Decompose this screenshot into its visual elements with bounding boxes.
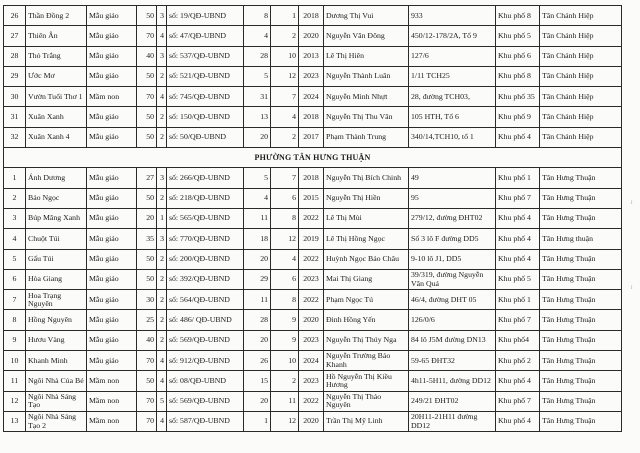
class-count-cell: 2	[157, 330, 167, 350]
child-count-cell: 30	[137, 290, 157, 310]
school-name-cell: Ngôi Nhà Sáng Tạo	[26, 391, 87, 411]
ward-cell: Tân Chánh Hiệp	[540, 6, 622, 26]
decision-month-cell: 7	[271, 168, 299, 188]
neighborhood-cell: Khu phố 4	[496, 127, 540, 147]
decision-month-cell: 6	[271, 269, 299, 289]
decision-day-cell: 31	[244, 87, 271, 107]
ward-cell: Tân Hưng Thuận	[540, 168, 622, 188]
decision-year-cell: 2017	[299, 127, 324, 147]
decision-year-cell: 2020	[299, 411, 324, 431]
child-count-cell: 40	[137, 46, 157, 66]
class-count-cell: 2	[157, 188, 167, 208]
row-stt-cell: 30	[4, 87, 26, 107]
table-row	[4, 127, 622, 147]
decision-day-cell: 11	[244, 208, 271, 228]
decision-month-cell: 9	[271, 310, 299, 330]
row-stt-cell: 3	[4, 208, 26, 228]
school-type-cell: Mẫu giáo	[87, 6, 137, 26]
ward-cell: Tân Hưng Thuận	[540, 330, 622, 350]
decision-number-cell: số: 50/QĐ-UBND	[167, 127, 244, 147]
school-name-cell: Búp Măng Xanh	[26, 208, 87, 228]
ward-cell: Tân Hưng Thuận	[540, 290, 622, 310]
decision-month-cell: 7	[271, 87, 299, 107]
decision-number-cell: số: 770/QĐ-UBND	[167, 229, 244, 249]
school-name-cell: Hoa Trạng Nguyên	[26, 290, 87, 310]
decision-month-cell: 4	[271, 107, 299, 127]
decision-month-cell: 10	[271, 46, 299, 66]
table-row	[4, 229, 622, 249]
row-stt-cell: 28	[4, 46, 26, 66]
ward-cell: Tân Hưng Thuận	[540, 351, 622, 371]
row-stt-cell: 2	[4, 188, 26, 208]
school-type-cell: Mẫu giáo	[87, 26, 137, 46]
margin-mark: ⁞	[631, 200, 633, 206]
decision-month-cell: 2	[271, 127, 299, 147]
decision-number-cell: số: 19/QĐ-UBND	[167, 6, 244, 26]
table-row	[4, 107, 622, 127]
table-row	[4, 168, 622, 188]
table-row	[4, 411, 622, 431]
neighborhood-cell: Khu phố 4	[496, 249, 540, 269]
child-count-cell: 50	[137, 66, 157, 86]
school-type-cell: Mẫu giáo	[87, 46, 137, 66]
decision-month-cell: 11	[271, 391, 299, 411]
school-name-cell: Khanh Minh	[26, 351, 87, 371]
decision-year-cell: 2018	[299, 168, 324, 188]
decision-day-cell: 26	[244, 351, 271, 371]
neighborhood-cell: Khu phố 7	[496, 188, 540, 208]
class-count-cell: 2	[157, 310, 167, 330]
decision-day-cell: 8	[244, 6, 271, 26]
decision-number-cell: số: 47/QĐ-UBND	[167, 26, 244, 46]
neighborhood-cell: Khu phố 2	[496, 351, 540, 371]
decision-month-cell: 6	[271, 188, 299, 208]
decision-number-cell: số: 537/QĐ-UBND	[167, 46, 244, 66]
table-row	[4, 188, 622, 208]
class-count-cell: 3	[157, 168, 167, 188]
school-name-cell: Chuột Túi	[26, 229, 87, 249]
address-cell: 20H11-21H11 đường DD12	[409, 411, 496, 431]
class-count-cell: 3	[157, 46, 167, 66]
owner-name-cell: Lê Thị Hiên	[324, 46, 409, 66]
table-row	[4, 391, 622, 411]
table-row	[4, 46, 622, 66]
decision-month-cell: 12	[271, 411, 299, 431]
address-cell: 933	[409, 6, 496, 26]
decision-number-cell: số: 564/QĐ-UBND	[167, 290, 244, 310]
owner-name-cell: Mai Thị Giang	[324, 269, 409, 289]
school-name-cell: Gấu Túi	[26, 249, 87, 269]
class-count-cell: 2	[157, 249, 167, 269]
class-count-cell: 2	[157, 107, 167, 127]
owner-name-cell: Nguyễn Thị Hiền	[324, 188, 409, 208]
decision-month-cell: 1	[271, 6, 299, 26]
neighborhood-cell: Khu phố 1	[496, 168, 540, 188]
decision-year-cell: 2024	[299, 87, 324, 107]
school-type-cell: Mẫu giáo	[87, 330, 137, 350]
school-name-cell: Ngôi Nhà Sáng Tạo 2	[26, 411, 87, 431]
decision-year-cell: 2023	[299, 269, 324, 289]
child-count-cell: 50	[137, 6, 157, 26]
table-row	[4, 87, 622, 107]
table-row	[4, 330, 622, 350]
child-count-cell: 70	[137, 391, 157, 411]
class-count-cell: 1	[157, 208, 167, 228]
child-count-cell: 70	[137, 87, 157, 107]
school-name-cell: Bảo Ngọc	[26, 188, 87, 208]
school-type-cell: Mẫu giáo	[87, 127, 137, 147]
address-cell: 105 HTH, Tổ 6	[409, 107, 496, 127]
decision-number-cell: số: 521/QĐ-UBND	[167, 66, 244, 86]
address-cell: 46/4, đường DHT 05	[409, 290, 496, 310]
owner-name-cell: Phạm Ngọc Tú	[324, 290, 409, 310]
child-count-cell: 25	[137, 310, 157, 330]
row-stt-cell: 31	[4, 107, 26, 127]
owner-name-cell: Dương Thị Vui	[324, 6, 409, 26]
table-row	[4, 6, 622, 26]
decision-number-cell: số: 569/QĐ-UBND	[167, 391, 244, 411]
address-cell: 84 lô J5M đường DN13	[409, 330, 496, 350]
decision-year-cell: 2024	[299, 351, 324, 371]
decision-year-cell: 2015	[299, 188, 324, 208]
owner-name-cell: Nguyễn Thị Bích Chinh	[324, 168, 409, 188]
child-count-cell: 50	[137, 249, 157, 269]
row-stt-cell: 1	[4, 168, 26, 188]
row-stt-cell: 10	[4, 351, 26, 371]
owner-name-cell: Trần Thị Mỹ Linh	[324, 411, 409, 431]
decision-day-cell: 28	[244, 310, 271, 330]
school-type-cell: Mẫu giáo	[87, 66, 137, 86]
decision-day-cell: 28	[244, 46, 271, 66]
table-row	[4, 290, 622, 310]
school-name-cell: Xuân Xanh	[26, 107, 87, 127]
address-cell: 28, đường TCH03,	[409, 87, 496, 107]
address-cell: 1/11 TCH25	[409, 66, 496, 86]
school-name-cell: Thiên Ân	[26, 26, 87, 46]
row-stt-cell: 11	[4, 371, 26, 391]
neighborhood-cell: Khu phố4	[496, 330, 540, 350]
school-type-cell: Mẫu giáo	[87, 310, 137, 330]
child-count-cell: 50	[137, 127, 157, 147]
neighborhood-cell: Khu phố 1	[496, 290, 540, 310]
decision-number-cell: số: 150/QĐ-UBND	[167, 107, 244, 127]
decision-day-cell: 29	[244, 269, 271, 289]
table-row	[4, 371, 622, 391]
neighborhood-cell: Khu phố 4	[496, 371, 540, 391]
owner-name-cell: Lê Thị Mùi	[324, 208, 409, 228]
class-count-cell: 2	[157, 269, 167, 289]
school-type-cell: Mầm non	[87, 87, 137, 107]
school-name-cell: Xuân Xanh 4	[26, 127, 87, 147]
child-count-cell: 40	[137, 330, 157, 350]
decision-year-cell: 2022	[299, 249, 324, 269]
decision-year-cell: 2020	[299, 26, 324, 46]
decision-number-cell: số: 08/QĐ-UBND	[167, 371, 244, 391]
ward-cell: Tân Chánh Hiệp	[540, 107, 622, 127]
decision-month-cell: 2	[271, 371, 299, 391]
table-row	[4, 269, 622, 289]
neighborhood-cell: Khu phố 8	[496, 66, 540, 86]
neighborhood-cell: Khu phố 7	[496, 391, 540, 411]
neighborhood-cell: Khu phố 4	[496, 229, 540, 249]
ward-cell: Tân Hưng Thuận	[540, 208, 622, 228]
neighborhood-cell: Khu phố 5	[496, 269, 540, 289]
decision-number-cell: số: 745/QĐ-UBND	[167, 87, 244, 107]
child-count-cell: 50	[137, 188, 157, 208]
decision-day-cell: 18	[244, 229, 271, 249]
table-body	[4, 6, 622, 432]
school-type-cell: Mẫu giáo	[87, 188, 137, 208]
decision-year-cell: 2022	[299, 391, 324, 411]
table-row	[4, 66, 622, 86]
class-count-cell: 4	[157, 26, 167, 46]
class-count-cell: 2	[157, 66, 167, 86]
owner-name-cell: Nguyễn Thành Luân	[324, 66, 409, 86]
ward-cell: Tân Hưng Thuận	[540, 391, 622, 411]
neighborhood-cell: Khu phố 9	[496, 107, 540, 127]
class-count-cell: 2	[157, 290, 167, 310]
decision-year-cell: 2023	[299, 66, 324, 86]
neighborhood-cell: Khu phố 7	[496, 310, 540, 330]
decision-month-cell: 2	[271, 26, 299, 46]
owner-name-cell: Nguyễn Thị Thúy Nga	[324, 330, 409, 350]
decision-day-cell: 5	[244, 168, 271, 188]
child-count-cell: 50	[137, 107, 157, 127]
school-name-cell: Hươu Vàng	[26, 330, 87, 350]
school-name-cell: Thần Đồng 2	[26, 6, 87, 26]
decision-month-cell: 12	[271, 229, 299, 249]
class-count-cell: 5	[157, 391, 167, 411]
decision-day-cell: 20	[244, 249, 271, 269]
neighborhood-cell: Khu phố 8	[496, 6, 540, 26]
address-cell: 127/6	[409, 46, 496, 66]
row-stt-cell: 7	[4, 290, 26, 310]
ward-cell: Tân Hưng thuận	[540, 229, 622, 249]
neighborhood-cell: Khu phố 6	[496, 46, 540, 66]
ward-cell: Tân Chánh Hiệp	[540, 66, 622, 86]
decision-day-cell: 5	[244, 66, 271, 86]
decision-number-cell: số: 565/QĐ-UBND	[167, 208, 244, 228]
row-stt-cell: 9	[4, 330, 26, 350]
row-stt-cell: 32	[4, 127, 26, 147]
table-row	[4, 249, 622, 269]
margin-mark: ⁞	[631, 285, 633, 291]
address-cell: 450/12-178/2A, Tổ 9	[409, 26, 496, 46]
row-stt-cell: 5	[4, 249, 26, 269]
school-type-cell: Mẫu giáo	[87, 249, 137, 269]
decision-number-cell: số: 569/QĐ-UBND	[167, 330, 244, 350]
address-cell: 340/14,TCH10, tổ 1	[409, 127, 496, 147]
school-type-cell: Mẫu giáo	[87, 168, 137, 188]
address-cell: Số 3 lô F đường DD5	[409, 229, 496, 249]
address-cell: 95	[409, 188, 496, 208]
section-title: PHƯỜNG TÂN HƯNG THUẬN	[4, 148, 622, 168]
ward-cell: Tân Hưng Thuận	[540, 411, 622, 431]
school-type-cell: Mầm non	[87, 371, 137, 391]
child-count-cell: 50	[137, 269, 157, 289]
school-name-cell: Vườn Tuổi Thơ 1	[26, 87, 87, 107]
school-name-cell: Hồng Nguyên	[26, 310, 87, 330]
decision-day-cell: 20	[244, 330, 271, 350]
school-type-cell: Mẫu giáo	[87, 290, 137, 310]
class-count-cell: 2	[157, 127, 167, 147]
section-row	[4, 148, 622, 168]
decision-number-cell: số: 912/QĐ-UBND	[167, 351, 244, 371]
neighborhood-cell: Khu phố 35	[496, 87, 540, 107]
decision-day-cell: 15	[244, 371, 271, 391]
decision-year-cell: 2022	[299, 290, 324, 310]
class-count-cell: 4	[157, 87, 167, 107]
ward-cell: Tân Hưng Thuận	[540, 310, 622, 330]
row-stt-cell: 27	[4, 26, 26, 46]
ward-cell: Tân Chánh Hiệp	[540, 127, 622, 147]
class-count-cell: 3	[157, 6, 167, 26]
owner-name-cell: Nguyễn Thị Thu Vân	[324, 107, 409, 127]
table-row	[4, 310, 622, 330]
owner-name-cell: Nguyễn Minh Nhựt	[324, 87, 409, 107]
row-stt-cell: 6	[4, 269, 26, 289]
table-row	[4, 351, 622, 371]
ward-cell: Tân Chánh Hiệp	[540, 26, 622, 46]
decision-year-cell: 2019	[299, 229, 324, 249]
owner-name-cell: Hồ Nguyễn Thị Kiều Hương	[324, 371, 409, 391]
address-cell: 249/21 ĐHT02	[409, 391, 496, 411]
address-cell: 126/0/6	[409, 310, 496, 330]
decision-year-cell: 2023	[299, 330, 324, 350]
decision-number-cell: số: 392/QĐ-UBND	[167, 269, 244, 289]
school-type-cell: Mẫu giáo	[87, 229, 137, 249]
table-row	[4, 26, 622, 46]
decision-year-cell: 2018	[299, 6, 324, 26]
owner-name-cell: Nguyễn Văn Đông	[324, 26, 409, 46]
row-stt-cell: 13	[4, 411, 26, 431]
school-type-cell: Mầm non	[87, 411, 137, 431]
decision-day-cell: 11	[244, 290, 271, 310]
decision-year-cell: 2020	[299, 310, 324, 330]
address-cell: 59-65 ĐHT32	[409, 351, 496, 371]
neighborhood-cell: Khu phố 4	[496, 411, 540, 431]
neighborhood-cell: Khu phố 4	[496, 208, 540, 228]
school-type-cell: Mẫu giáo	[87, 269, 137, 289]
child-count-cell: 70	[137, 26, 157, 46]
school-name-cell: Ngôi Nhà Của Bé	[26, 371, 87, 391]
owner-name-cell: Huỳnh Ngọc Bảo Châu	[324, 249, 409, 269]
decision-day-cell: 20	[244, 391, 271, 411]
decision-number-cell: số: 218/QĐ-UBND	[167, 188, 244, 208]
decision-day-cell: 4	[244, 188, 271, 208]
address-cell: 39/319, đường Nguyễn Văn Quá	[409, 269, 496, 289]
address-cell: 279/12, đường ĐHT02	[409, 208, 496, 228]
neighborhood-cell: Khu phố 5	[496, 26, 540, 46]
school-name-cell: Ánh Dương	[26, 168, 87, 188]
decision-month-cell: 12	[271, 66, 299, 86]
class-count-cell: 4	[157, 371, 167, 391]
child-count-cell: 27	[137, 168, 157, 188]
row-stt-cell: 8	[4, 310, 26, 330]
school-type-cell: Mầm non	[87, 391, 137, 411]
ward-cell: Tân Hưng Thuận	[540, 269, 622, 289]
table-row	[4, 208, 622, 228]
address-cell: 9-10 lô J1, DD5	[409, 249, 496, 269]
ward-cell: Tân Chánh Hiệp	[540, 87, 622, 107]
owner-name-cell: Nguyễn Thị Thảo Nguyên	[324, 391, 409, 411]
school-type-cell: Mẫu giáo	[87, 107, 137, 127]
child-count-cell: 20	[137, 208, 157, 228]
child-count-cell: 35	[137, 229, 157, 249]
decision-day-cell: 13	[244, 107, 271, 127]
child-count-cell: 70	[137, 351, 157, 371]
row-stt-cell: 4	[4, 229, 26, 249]
school-type-cell: Mẫu giáo	[87, 208, 137, 228]
school-name-cell: Ước Mơ	[26, 66, 87, 86]
decision-month-cell: 10	[271, 351, 299, 371]
ward-cell: Tân Chánh Hiệp	[540, 46, 622, 66]
row-stt-cell: 12	[4, 391, 26, 411]
decision-number-cell: số: 266/QĐ-UBND	[167, 168, 244, 188]
school-type-cell: Mẫu giáo	[87, 351, 137, 371]
decision-day-cell: 20	[244, 127, 271, 147]
row-stt-cell: 26	[4, 6, 26, 26]
owner-name-cell: Phạm Thành Trung	[324, 127, 409, 147]
decision-day-cell: 1	[244, 411, 271, 431]
decision-number-cell: số: 200/QĐ-UBND	[167, 249, 244, 269]
kindergarten-list-table	[3, 5, 622, 432]
class-count-cell: 4	[157, 351, 167, 371]
decision-year-cell: 2018	[299, 107, 324, 127]
address-cell: 4h11-5H11, đường DD12	[409, 371, 496, 391]
owner-name-cell: Đinh Hồng Yến	[324, 310, 409, 330]
decision-month-cell: 8	[271, 290, 299, 310]
ward-cell: Tân Hưng Thuận	[540, 371, 622, 391]
ward-cell: Tân Hưng Thuận	[540, 188, 622, 208]
class-count-cell: 4	[157, 411, 167, 431]
decision-year-cell: 2013	[299, 46, 324, 66]
owner-name-cell: Lê Thị Hồng Ngọc	[324, 229, 409, 249]
decision-year-cell: 2023	[299, 371, 324, 391]
decision-number-cell: số: 587/QĐ-UBND	[167, 411, 244, 431]
decision-month-cell: 8	[271, 208, 299, 228]
decision-month-cell: 9	[271, 330, 299, 350]
row-stt-cell: 29	[4, 66, 26, 86]
ward-cell: Tân Hưng Thuận	[540, 249, 622, 269]
owner-name-cell: Nguyễn Trường Bảo Khanh	[324, 351, 409, 371]
child-count-cell: 70	[137, 411, 157, 431]
decision-month-cell: 4	[271, 249, 299, 269]
address-cell: 49	[409, 168, 496, 188]
decision-day-cell: 4	[244, 26, 271, 46]
class-count-cell: 3	[157, 229, 167, 249]
school-name-cell: Thỏ Trắng	[26, 46, 87, 66]
decision-number-cell: số: 486/ QĐ-UBND	[167, 310, 244, 330]
child-count-cell: 50	[137, 371, 157, 391]
school-name-cell: Hòa Giang	[26, 269, 87, 289]
decision-year-cell: 2022	[299, 208, 324, 228]
